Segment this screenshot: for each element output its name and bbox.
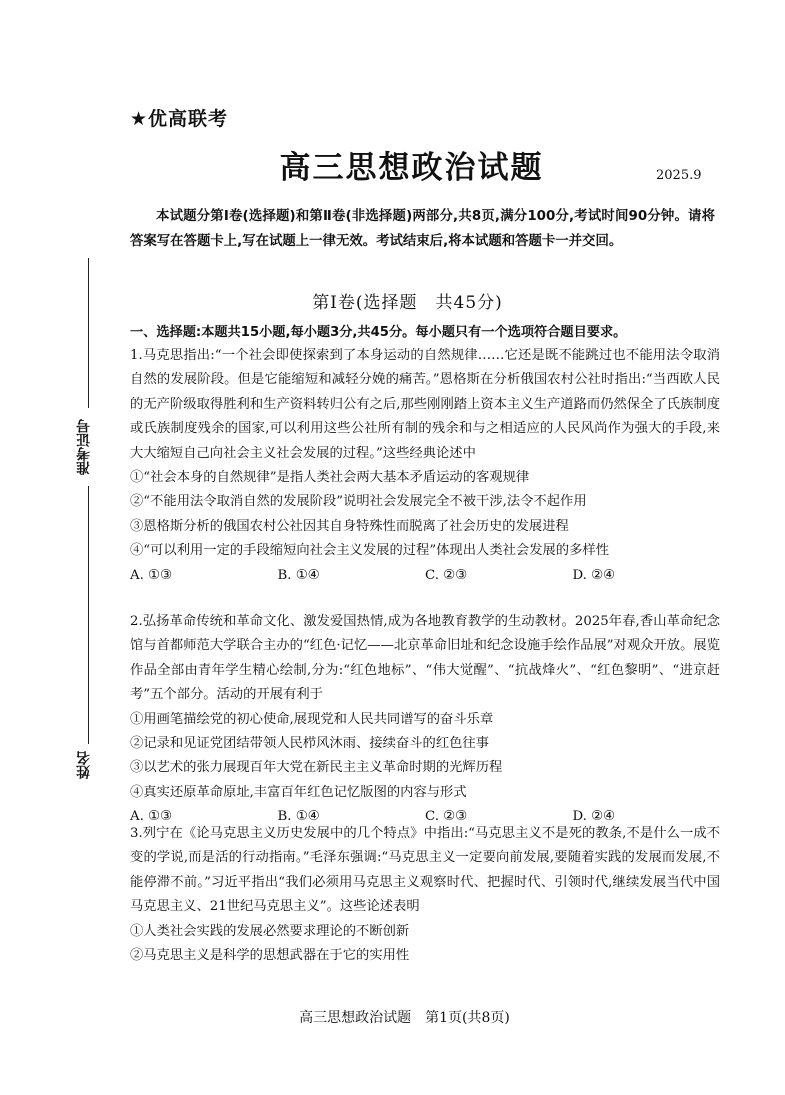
question-1-option-4: ④“可以利用一定的手段缩短向社会主义发展的过程”体现出人类社会发展的多样性	[130, 543, 609, 559]
question-3-option-1: ①人类社会实践的发展必然要求理论的不断创新	[130, 923, 410, 939]
question-1-option-3: ③恩格斯分析的俄国农村公社因其自身特殊性而脱离了社会历史的发展进程	[130, 518, 569, 534]
page-footer: 高三思想政治试题 第1页(共8页)	[299, 1010, 510, 1026]
question-2-option-2: ②记录和见证党团结带领人民栉风沐雨、接续奋斗的红色往事	[130, 736, 490, 752]
question-2-stem: 2.弘扬革命传统和革命文化、激发爱国热情,成为各地教育教学的生动教材。2025年春,香山革命纪念馆与首都师范大学联合主办的“红色·记忆——北京革命旧址和纪念设施手绘作品展”对观众开放。展览作品全部由青年学生精心绘制,分为:“红色地标”、“伟大觉醒”、“抗战烽火”、“红色黎明”、“进京赶考”五个部分。活动的开展有利于	[130, 614, 720, 703]
question-3-option-2: ②马克思主义是科学的思想武器在于它的实用性	[130, 948, 410, 964]
exam-id-label: 准考证号	[76, 419, 92, 475]
page-title: 高三思想政治试题	[279, 150, 544, 186]
choice-b: B. ①④	[277, 809, 320, 825]
question-3-stem: 3.列宁在《论马克思主义历史发展中的几个特点》中指出:“马克思主义不是死的教条,不是什么一成不变的学说,而是活的行动指南。”毛泽东强调:“马克思主义一定要向前发展,要随着实践的发展而发展,不能停滞不前。”习近平指出“我们必须用马克思主义观察时代、把握时代、引领时代,继续发展当代中国马克思主义、21世纪马克思主义”。这些论述表明	[130, 826, 720, 915]
choice-d: D. ②④	[572, 567, 615, 583]
choice-d: D. ②④	[572, 809, 615, 825]
question-2	[130, 610, 720, 830]
section-title: 第Ⅰ卷(选择题 共45分)	[312, 293, 503, 313]
name-label: 姓名	[76, 751, 92, 779]
exam-intro: 本试题分第Ⅰ卷(选择题)和第Ⅱ卷(非选择题)两部分,共8页,满分100分,考试时间90分钟。请将答案写在答题卡上,写在试题上一律无效。考试结束后,将本试题和答题卡一并交回。	[130, 209, 715, 249]
choice-b: B. ①④	[277, 567, 320, 583]
margin-line-top	[88, 258, 89, 408]
question-1-option-1: ①“社会本身的自然规律”是指人类社会两大基本矛盾运动的客观规律	[130, 470, 530, 486]
section-instructions: 一、选择题:本题共15小题,每小题3分,共45分。每小题只有一个选项符合题目要求。	[130, 325, 627, 340]
exam-date: 2025.9	[656, 168, 702, 183]
question-1	[130, 344, 720, 588]
question-1-option-2: ②“不能用法令取消自然的发展阶段”说明社会发展完全不被干涉,法令不起作用	[130, 494, 587, 510]
question-1-stem: 1.马克思指出:“一个社会即使探索到了本身运动的自然规律……它还是既不能跳过也不能用法令取消自然的发展阶段。但是它能缩短和减轻分娩的痛苦。”恩格斯在分析俄国农村公社时指出:“当西欧人民的无产阶级取得胜利和生产资料转归公有之后,那些刚刚踏上资本主义生产道路而仍然保全了氏族制度或氏族制度残余的国家,可以利用这些公社所有制的残余和与之相适应的人民风尚作为强大的手段,来大大缩短自己向社会主义社会发展的过程。”这些经典论述中	[130, 348, 720, 461]
choice-c: C. ②③	[425, 809, 467, 825]
question-2-option-4: ④真实还原革命原址,丰富百年红色记忆版图的内容与形式	[130, 784, 467, 800]
choice-a: A. ①③	[130, 567, 172, 583]
question-3	[130, 822, 720, 968]
exam-brand: ★优高联考	[130, 108, 229, 130]
question-2-option-3: ③以艺术的张力展现百年大党在新民主主义革命时期的光辉历程	[130, 760, 503, 776]
margin-line-middle	[88, 486, 89, 744]
question-2-option-1: ①用画笔描绘党的初心使命,展现党和人民共同谱写的奋斗乐章	[130, 711, 494, 727]
choice-a: A. ①③	[130, 809, 172, 825]
question-1-choices	[130, 564, 720, 588]
choice-c: C. ②③	[425, 567, 467, 583]
